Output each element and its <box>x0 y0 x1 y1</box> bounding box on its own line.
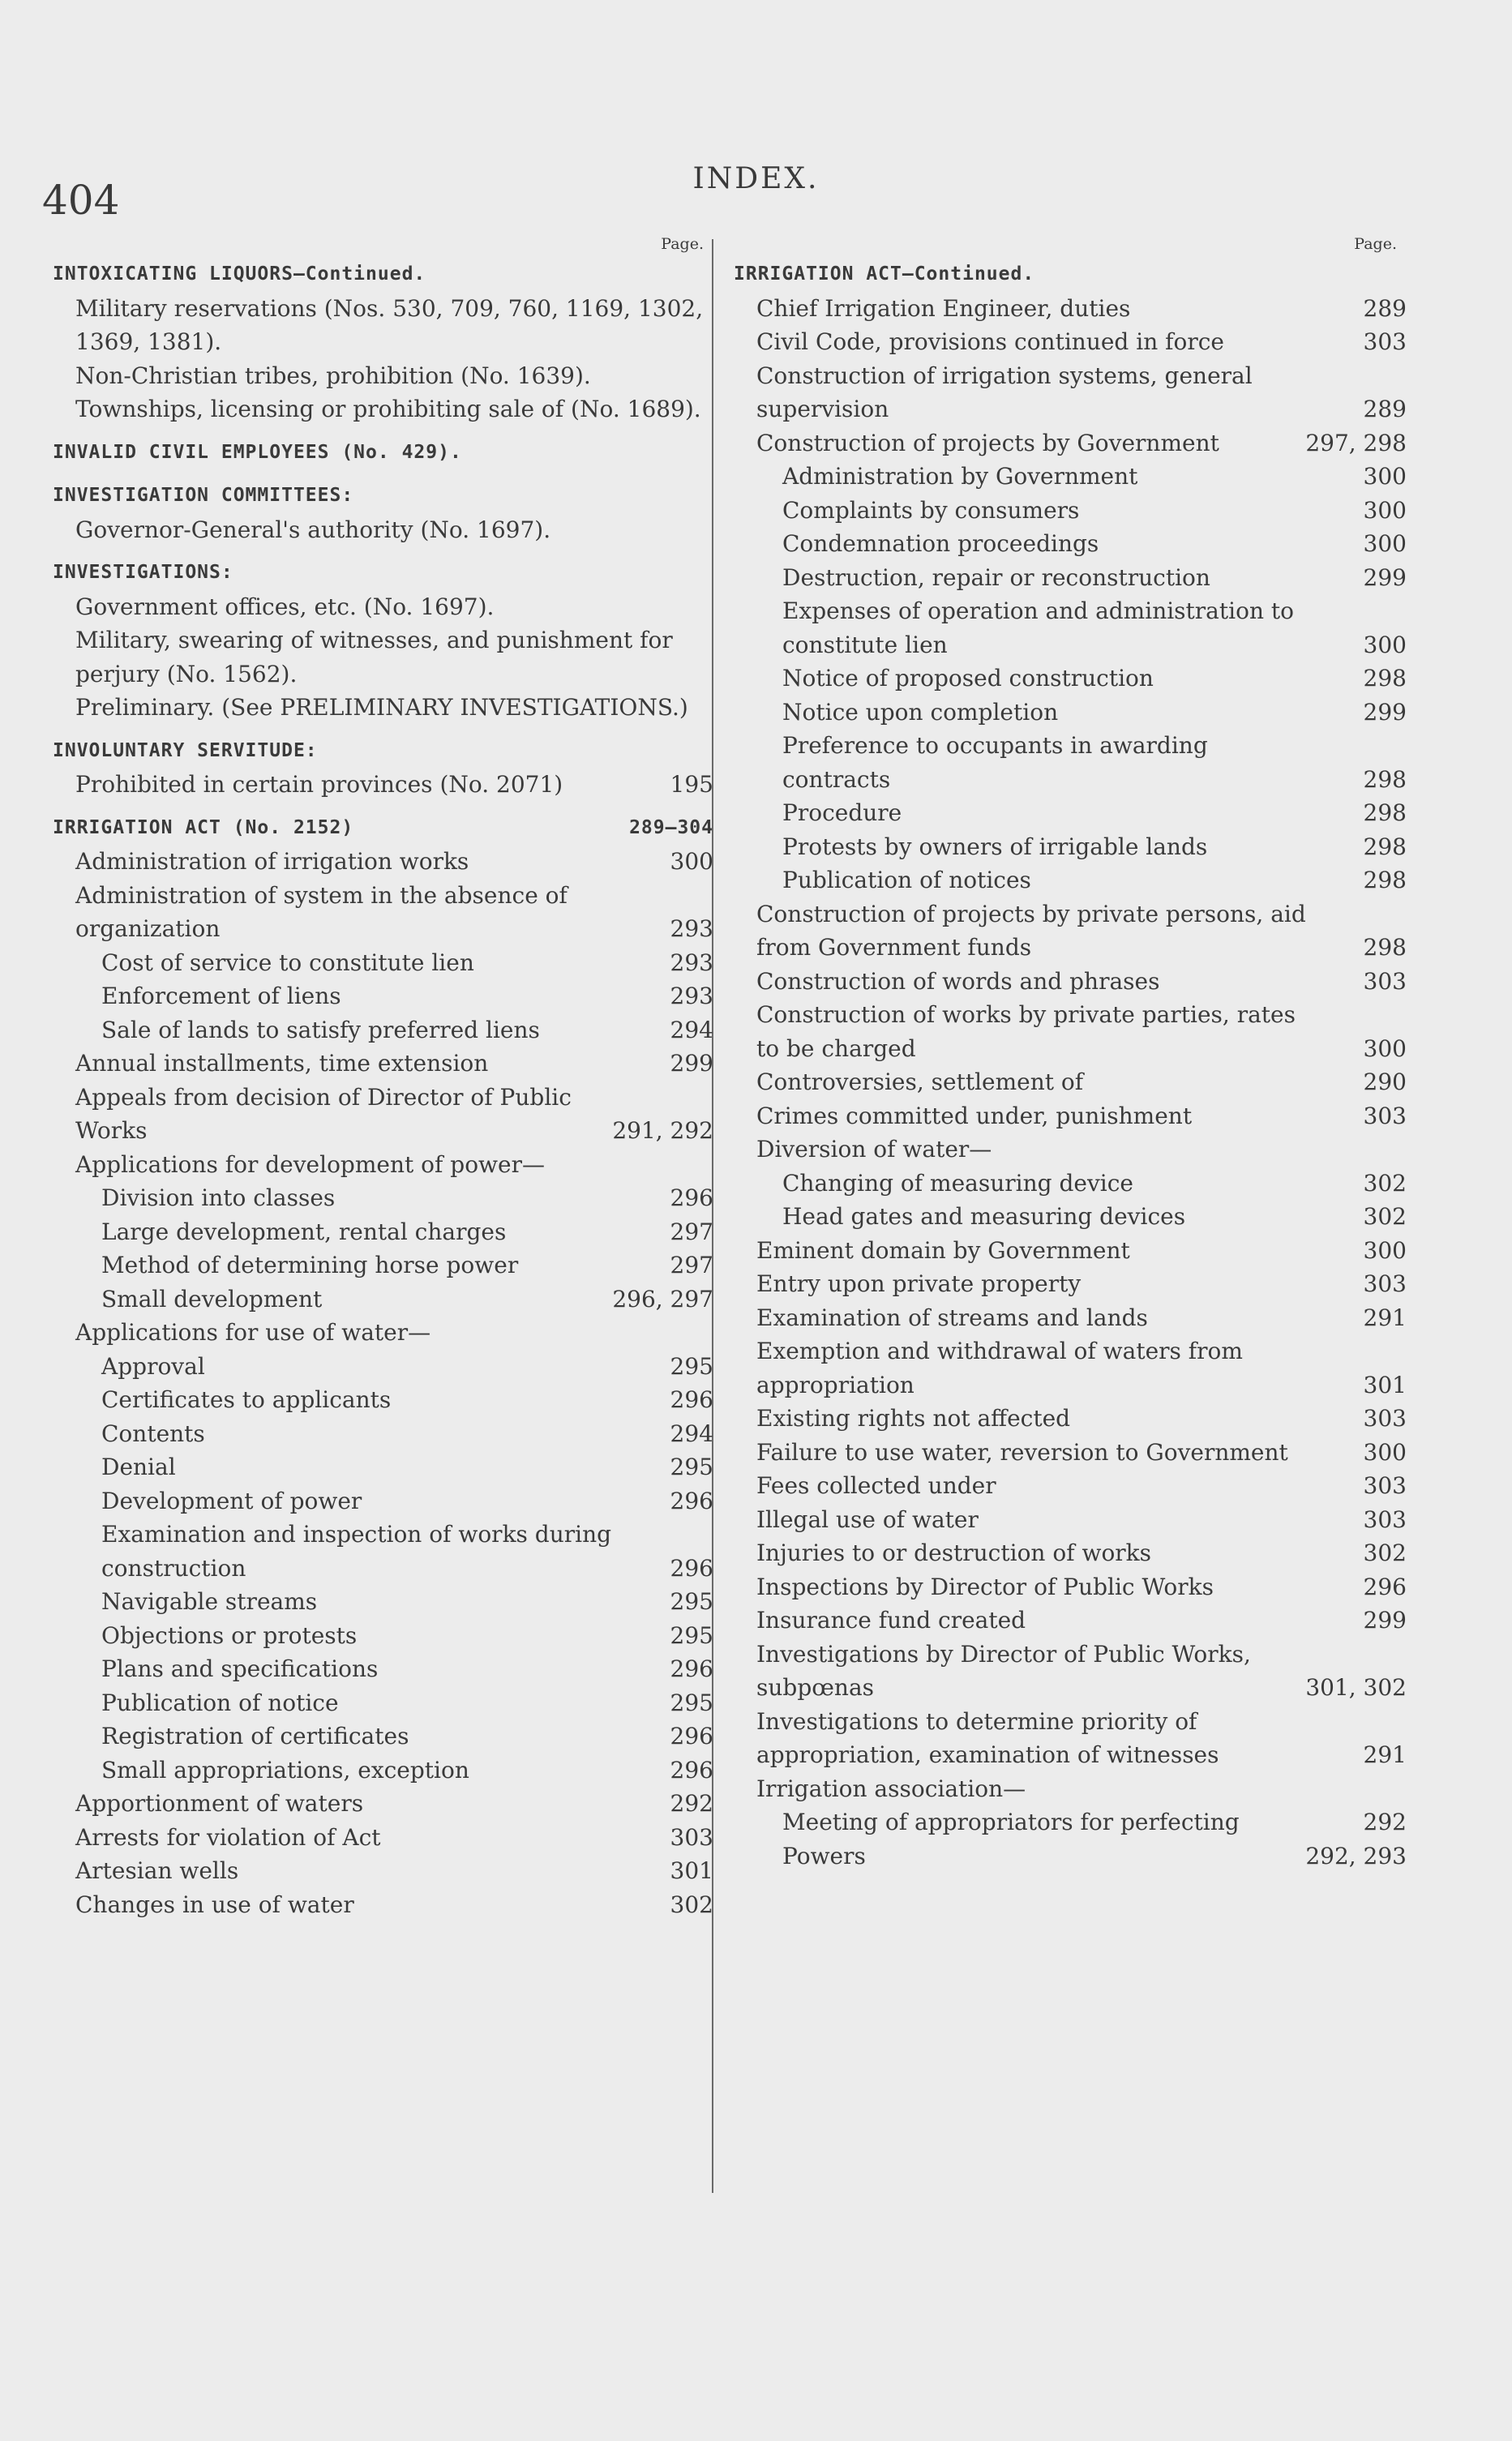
index-entry <box>756 965 1407 999</box>
entry-text: Complaints by consumers <box>782 496 1080 524</box>
entry-page-ref: 298 <box>1363 867 1407 893</box>
entry-page-ref: 297, 298 <box>1305 429 1407 456</box>
entry-page-ref: 302 <box>1363 1203 1407 1230</box>
entry-text: Preliminary. (See PRELIMINARY INVESTIGATIONS.) <box>75 694 688 721</box>
entry-page-ref: 299 <box>670 1050 713 1077</box>
entry-page-ref: 301 <box>670 1857 713 1884</box>
index-heading <box>53 812 713 846</box>
entry-text: Objections or protests <box>101 1621 358 1649</box>
index-entry <box>101 1484 713 1518</box>
index-entry <box>101 1652 713 1686</box>
entry-page-ref: 303 <box>1363 328 1407 355</box>
page-number: 404 <box>42 177 120 224</box>
page-title: INDEX. <box>692 162 820 195</box>
index-heading <box>734 258 1407 292</box>
entry-text: Diversion of water— <box>756 1136 992 1163</box>
entry-text: Construction of projects by private persons, aid from Government funds <box>756 900 1306 961</box>
entry-page-ref: 297 <box>670 1252 713 1278</box>
entry-text: Construction of projects by Government <box>756 429 1219 456</box>
entry-page-ref: 289 <box>1363 396 1407 422</box>
entry-text: Exemption and withdrawal of waters from appropriation <box>756 1338 1243 1398</box>
entry-text: Publication of notice <box>101 1689 339 1716</box>
index-entry <box>756 1436 1407 1470</box>
entry-text: Entry upon private property <box>756 1270 1082 1297</box>
index-entry <box>782 460 1407 494</box>
entry-text: Controversies, settlement of <box>756 1068 1084 1095</box>
entry-text: Powers <box>782 1842 866 1869</box>
entry-page-ref: 296 <box>1363 1573 1407 1600</box>
index-entry <box>756 426 1407 460</box>
entry-text: Insurance fund created <box>756 1607 1026 1634</box>
index-entry <box>756 1133 1407 1167</box>
entry-text: Condemnation proceedings <box>782 530 1099 557</box>
entry-text: Construction of irrigation systems, general supervision <box>756 362 1253 422</box>
entry-page-ref: 298 <box>1363 765 1407 793</box>
index-entry <box>756 998 1407 1065</box>
index-entry <box>75 691 713 725</box>
index-entry <box>101 1686 713 1720</box>
entry-text: Cost of service to constitute lien <box>101 949 474 976</box>
entry-text: Administration by Government <box>782 463 1138 490</box>
index-entry <box>75 879 713 946</box>
entry-text: Appeals from decision of Director of Public Works <box>75 1083 572 1144</box>
entry-page-ref: 293 <box>670 949 713 976</box>
entry-text: IRRIGATION ACT (No. 2152) <box>53 816 354 838</box>
index-entry <box>782 494 1407 528</box>
entry-text: INVOLUNTARY SERVITUDE: <box>53 739 318 761</box>
entry-page-ref: 303 <box>670 1823 713 1851</box>
entry-text: Eminent domain by Government <box>756 1236 1130 1264</box>
entry-text: Investigations by Director of Public Works, subpœnas <box>756 1640 1251 1701</box>
entry-page-ref: 296 <box>670 1554 713 1582</box>
index-entry <box>75 1787 713 1821</box>
entry-page-ref: 303 <box>1363 967 1407 995</box>
index-entry <box>756 1604 1407 1638</box>
entry-text: Injuries to or destruction of works <box>756 1540 1152 1566</box>
entry-page-ref: 303 <box>1363 1102 1407 1129</box>
index-entry <box>75 1821 713 1855</box>
entry-page-ref: 291 <box>1363 1741 1407 1768</box>
index-entry <box>101 1450 713 1484</box>
index-entry <box>75 1047 713 1081</box>
entry-page-ref: 296 <box>670 1386 713 1413</box>
index-entry <box>756 1065 1407 1099</box>
index-entry <box>75 392 713 426</box>
entry-text: Method of determining horse power <box>101 1252 519 1278</box>
entry-page-ref: 301 <box>1363 1371 1407 1398</box>
index-entry <box>756 359 1407 426</box>
index-entry <box>75 590 713 624</box>
entry-page-ref: 289–304 <box>629 816 713 838</box>
entry-page-ref: 299 <box>1363 1607 1407 1634</box>
entry-text: Existing rights not affected <box>756 1405 1071 1432</box>
entry-page-ref: 295 <box>670 1352 713 1380</box>
entry-text: Non-Christian tribes, prohibition (No. 1639). <box>75 362 591 389</box>
index-entry <box>756 1638 1407 1705</box>
index-entry <box>75 1888 713 1922</box>
entry-page-ref: 295 <box>670 1689 713 1716</box>
entry-text: Governor-General's authority (No. 1697). <box>75 516 551 543</box>
entry-text: Military reservations (Nos. 530, 709, 760, 1169, 1302, 1369, 1381). <box>75 294 704 355</box>
entry-page-ref: 295 <box>670 1588 713 1615</box>
index-entry <box>75 1854 713 1888</box>
entry-text: Small appropriations, exception <box>101 1756 469 1784</box>
index-entry <box>101 1417 713 1451</box>
entry-text: Construction of words and phrases <box>756 967 1160 995</box>
entry-page-ref: 302 <box>1363 1169 1407 1197</box>
entry-page-ref: 296 <box>670 1487 713 1514</box>
entry-page-ref: 303 <box>1363 1472 1407 1499</box>
index-heading <box>53 556 713 590</box>
index-entry <box>75 292 713 359</box>
entry-text: Notice upon completion <box>782 698 1059 726</box>
index-entry <box>756 1705 1407 1772</box>
entry-page-ref: 296 <box>670 1756 713 1784</box>
entry-page-ref: 298 <box>1363 934 1407 961</box>
entry-page-ref: 302 <box>670 1891 713 1918</box>
entry-text: Denial <box>101 1454 176 1480</box>
entry-text: INVESTIGATIONS: <box>53 562 233 583</box>
index-column-left <box>53 235 713 1921</box>
entry-text: Townships, licensing or prohibiting sale of (No. 1689). <box>75 396 701 422</box>
index-entry <box>756 1570 1407 1604</box>
index-entry <box>782 696 1407 730</box>
entry-text: Plans and specifications <box>101 1655 379 1682</box>
index-entry <box>101 979 713 1013</box>
index-entry <box>75 1148 713 1182</box>
entry-text: Meeting of appropriators for perfecting <box>782 1809 1240 1835</box>
index-entry <box>101 1585 713 1619</box>
index-entry <box>782 863 1407 897</box>
entry-page-ref: 290 <box>1363 1068 1407 1095</box>
entry-text: Examination of streams and lands <box>756 1304 1148 1331</box>
entry-page-ref: 296 <box>670 1723 713 1749</box>
index-entry <box>75 845 713 879</box>
entry-text: Examination and inspection of works during construction <box>101 1521 612 1582</box>
entry-page-ref: 298 <box>1363 665 1407 692</box>
entry-text: Prohibited in certain provinces (No. 2071) <box>75 771 563 798</box>
entry-page-ref: 299 <box>1363 563 1407 591</box>
entry-list <box>734 258 1407 1873</box>
index-entry <box>101 1754 713 1788</box>
entry-page-ref: 293 <box>670 915 713 942</box>
page-column-label: Page. <box>661 235 704 253</box>
entry-page-ref: 296 <box>670 1655 713 1682</box>
entry-text: Procedure <box>782 799 902 826</box>
entry-text: Applications for development of power— <box>75 1150 545 1178</box>
index-entry <box>756 1267 1407 1301</box>
index-entry <box>782 830 1407 864</box>
entry-text: Enforcement of liens <box>101 983 341 1009</box>
entry-page-ref: 296 <box>670 1184 713 1211</box>
entry-text: Chief Irrigation Engineer, duties <box>756 294 1131 322</box>
index-entry <box>101 1518 713 1585</box>
index-entry <box>101 1350 713 1384</box>
entry-text: Destruction, repair or reconstruction <box>782 563 1210 591</box>
entry-page-ref: 300 <box>1363 463 1407 490</box>
index-entry <box>756 897 1407 965</box>
index-entry <box>101 1248 713 1283</box>
entry-text: Certificates to applicants <box>101 1386 392 1413</box>
index-entry <box>782 1839 1407 1874</box>
entry-text: Development of power <box>101 1487 362 1514</box>
entry-page-ref: 294 <box>670 1420 713 1447</box>
entry-text: Sale of lands to satisfy preferred liens <box>101 1016 540 1043</box>
index-entry <box>756 1402 1407 1436</box>
index-entry <box>75 513 713 547</box>
entry-page-ref: 303 <box>1363 1270 1407 1297</box>
entry-text: Applications for use of water— <box>75 1319 431 1346</box>
entry-text: Crimes committed under, punishment <box>756 1102 1193 1129</box>
index-entry <box>101 1013 713 1047</box>
index-heading <box>53 734 713 769</box>
entry-text: Apportionment of waters <box>75 1790 364 1817</box>
index-entry <box>782 1200 1407 1234</box>
entry-text: Failure to use water, reversion to Government <box>756 1438 1288 1466</box>
entry-text: Government offices, etc. (No. 1697). <box>75 593 495 620</box>
entry-text: Head gates and measuring devices <box>782 1203 1186 1230</box>
index-entry <box>782 796 1407 830</box>
entry-text: Preference to occupants in awarding contracts <box>782 732 1208 793</box>
index-entry <box>782 1805 1407 1839</box>
index-heading <box>53 479 713 513</box>
index-entry <box>101 1215 713 1249</box>
entry-text: Fees collected under <box>756 1472 996 1499</box>
index-entry <box>101 1719 713 1754</box>
entry-page-ref: 300 <box>1363 1236 1407 1264</box>
index-entry <box>756 1772 1407 1806</box>
index-entry <box>101 1619 713 1653</box>
entry-text: Approval <box>101 1352 205 1380</box>
entry-page-ref: 300 <box>1363 1034 1407 1062</box>
index-entry <box>782 1167 1407 1201</box>
entry-page-ref: 302 <box>1363 1540 1407 1566</box>
index-entry <box>782 527 1407 561</box>
entry-text: Annual installments, time extension <box>75 1050 489 1077</box>
entry-text: Construction of works by private parties, rates to be charged <box>756 1001 1296 1062</box>
index-heading <box>53 258 713 292</box>
entry-page-ref: 300 <box>1363 530 1407 557</box>
entry-page-ref: 303 <box>1363 1505 1407 1533</box>
entry-page-ref: 303 <box>1363 1405 1407 1432</box>
entry-text: INTOXICATING LIQUORS—Continued. <box>53 263 426 285</box>
entry-text: Registration of certificates <box>101 1723 409 1749</box>
entry-page-ref: 301, 302 <box>1305 1674 1407 1701</box>
entry-text: Illegal use of water <box>756 1505 979 1533</box>
index-entry <box>756 1301 1407 1335</box>
entry-text: Changes in use of water <box>75 1891 354 1918</box>
index-entry <box>101 1181 713 1215</box>
index-entry <box>101 1283 713 1317</box>
index-entry <box>782 561 1407 595</box>
entry-page-ref: 292 <box>670 1790 713 1817</box>
index-entry <box>75 1316 713 1350</box>
index-entry <box>782 729 1407 796</box>
entry-text: Administration of system in the absence of organization <box>75 881 568 942</box>
index-heading <box>53 436 713 470</box>
entry-page-ref: 300 <box>1363 496 1407 524</box>
entry-page-ref: 294 <box>670 1016 713 1043</box>
entry-text: INVALID CIVIL EMPLOYEES (No. 429). <box>53 441 462 463</box>
index-entry <box>756 1099 1407 1133</box>
entry-page-ref: 289 <box>1363 294 1407 322</box>
entry-page-ref: 291, 292 <box>612 1117 713 1144</box>
entry-text: Irrigation association— <box>756 1775 1026 1802</box>
index-entry <box>75 1081 713 1148</box>
entry-text: Contents <box>101 1420 205 1447</box>
index-entry <box>756 1234 1407 1268</box>
entry-page-ref: 299 <box>1363 698 1407 726</box>
entry-text: Division into classes <box>101 1184 336 1211</box>
index-entry <box>101 1383 713 1417</box>
entry-text: Artesian wells <box>75 1857 239 1884</box>
entry-page-ref: 291 <box>1363 1304 1407 1331</box>
entry-text: Navigable streams <box>101 1588 318 1615</box>
entry-text: Protests by owners of irrigable lands <box>782 833 1208 860</box>
entry-page-ref: 295 <box>670 1454 713 1480</box>
index-entry <box>756 1469 1407 1503</box>
entry-page-ref: 300 <box>1363 1438 1407 1466</box>
entry-text: Publication of notices <box>782 867 1031 893</box>
entry-list <box>53 258 713 1921</box>
entry-text: Administration of irrigation works <box>75 848 469 875</box>
index-entry <box>782 594 1407 662</box>
entry-page-ref: 293 <box>670 983 713 1009</box>
page-column-label: Page. <box>1354 235 1397 253</box>
entry-page-ref: 292 <box>1363 1809 1407 1835</box>
entry-text: Changing of measuring device <box>782 1169 1133 1197</box>
entry-page-ref: 298 <box>1363 833 1407 860</box>
entry-page-ref: 195 <box>670 771 713 798</box>
index-entry <box>756 1536 1407 1570</box>
index-entry <box>75 768 713 802</box>
index-entry <box>75 359 713 393</box>
entry-page-ref: 295 <box>670 1621 713 1649</box>
index-entry <box>75 623 713 691</box>
entry-text: Large development, rental charges <box>101 1218 507 1245</box>
index-entry <box>782 662 1407 696</box>
index-entry <box>756 1503 1407 1537</box>
entry-text: Arrests for violation of Act <box>75 1823 381 1851</box>
entry-page-ref: 298 <box>1363 799 1407 826</box>
index-column-right <box>734 235 1407 1873</box>
entry-page-ref: 300 <box>1363 631 1407 658</box>
entry-text: Inspections by Director of Public Works <box>756 1573 1214 1600</box>
index-entry <box>756 292 1407 326</box>
entry-page-ref: 300 <box>670 848 713 875</box>
entry-text: Expenses of operation and administration to constitute lien <box>782 597 1294 658</box>
entry-text: IRRIGATION ACT—Continued. <box>734 263 1035 285</box>
index-entry <box>756 325 1407 359</box>
entry-page-ref: 297 <box>670 1218 713 1245</box>
entry-text: Notice of proposed construction <box>782 665 1154 692</box>
entry-text: Small development <box>101 1285 323 1313</box>
entry-text: Investigations to determine priority of appropriation, examination of witnesses <box>756 1707 1219 1768</box>
index-entry <box>101 946 713 980</box>
entry-page-ref: 296, 297 <box>612 1285 713 1313</box>
entry-text: Military, swearing of witnesses, and punishment for perjury (No. 1562). <box>75 627 673 687</box>
entry-text: Civil Code, provisions continued in force <box>756 328 1224 355</box>
entry-text: INVESTIGATION COMMITTEES: <box>53 485 354 506</box>
entry-page-ref: 292, 293 <box>1305 1842 1407 1869</box>
index-entry <box>756 1334 1407 1402</box>
